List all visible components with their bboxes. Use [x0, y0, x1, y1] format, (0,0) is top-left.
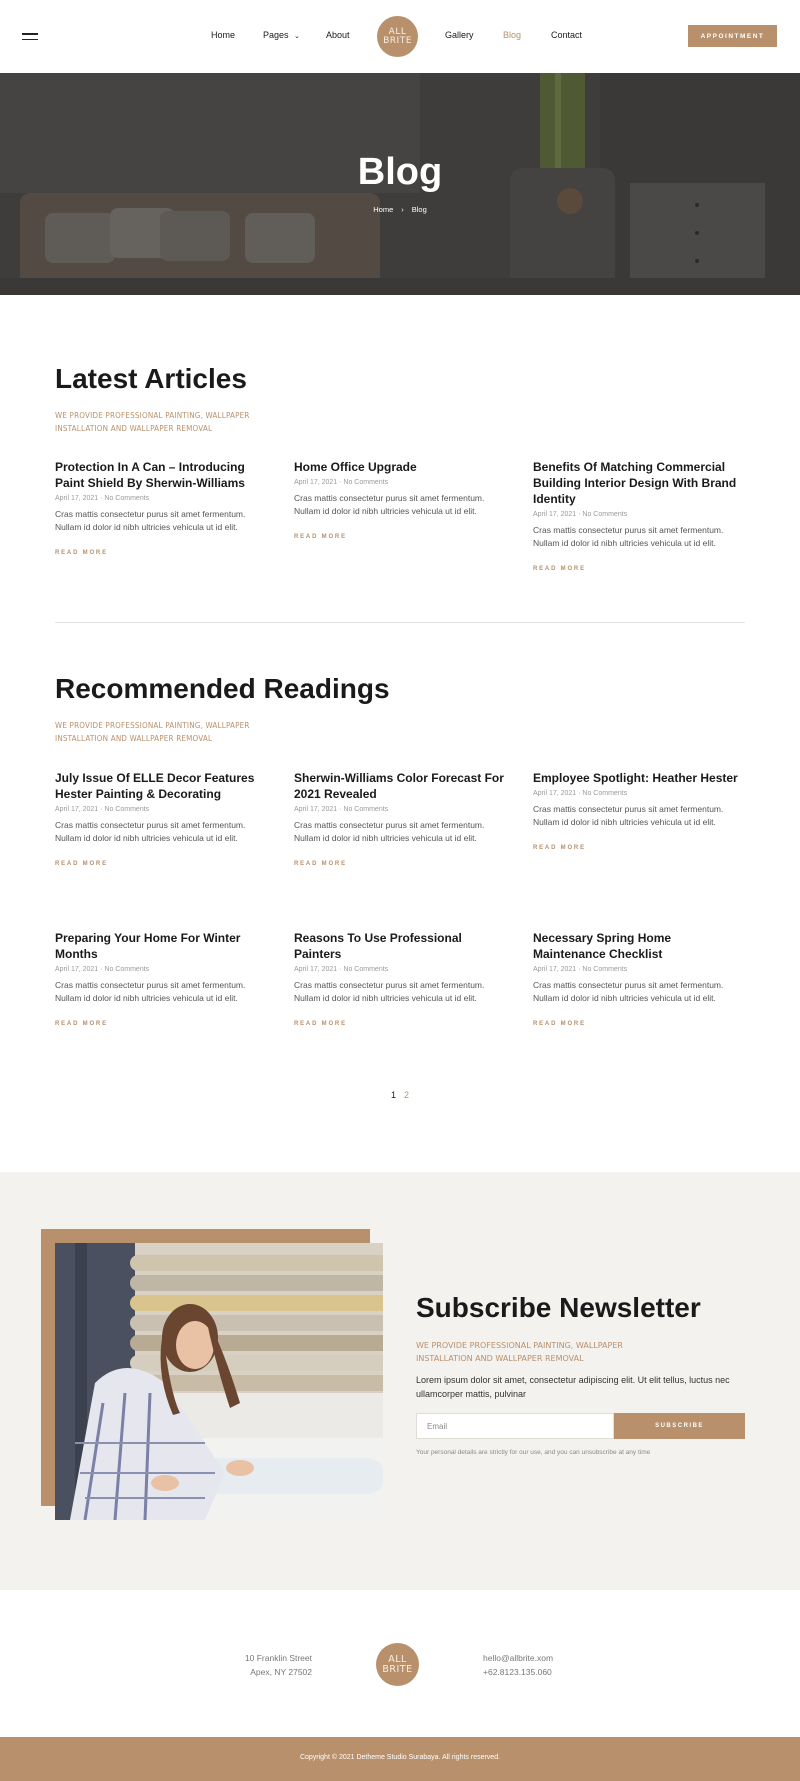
article-excerpt: Cras mattis consectetur purus sit amet fermentum. Nullam id dolor id nibh ultricies vehicula ut id elit.: [294, 820, 485, 843]
article-title[interactable]: Reasons To Use Professional Painters: [294, 931, 462, 961]
logo-text-top: ALL: [388, 26, 407, 37]
nav-about[interactable]: About: [326, 30, 350, 40]
article-excerpt: Cras mattis consectetur purus sit amet fermentum. Nullam id dolor id nibh ultricies vehicula ut id elit.: [294, 493, 485, 516]
article-meta: April 17, 2021 · No Comments: [294, 479, 389, 486]
section-divider: [55, 622, 745, 623]
recommended-readings-title: Recommended Readings: [55, 673, 390, 704]
pagination-page-2[interactable]: 2: [404, 1090, 410, 1100]
article-title[interactable]: Preparing Your Home For Winter Months: [55, 931, 241, 961]
chevron-down-icon: ⌄: [294, 33, 300, 40]
newsletter-title: Subscribe Newsletter: [416, 1292, 701, 1323]
article-card: [294, 459, 504, 540]
footer-address-line1: 10 Franklin Street: [244, 1653, 312, 1663]
article-excerpt: Cras mattis consectetur purus sit amet fermentum. Nullam id dolor id nibh ultricies vehicula ut id elit.: [55, 509, 246, 532]
nav-pages-label: Pages: [263, 30, 289, 40]
article-meta: April 17, 2021 · No Comments: [533, 790, 628, 797]
latest-articles-title: Latest Articles: [55, 363, 247, 394]
article-title[interactable]: Sherwin-Williams Color Forecast For 2021 Revealed: [294, 771, 504, 801]
read-more-link[interactable]: READ MORE: [55, 550, 108, 556]
site-logo[interactable]: [377, 16, 418, 57]
pagination-page-1[interactable]: 1: [391, 1090, 397, 1100]
nav-pages[interactable]: [263, 30, 300, 40]
nav-gallery[interactable]: Gallery: [445, 30, 474, 40]
article-card: [294, 930, 504, 1027]
article-title[interactable]: Protection In A Can – Introducing Paint Shield By Sherwin-Williams: [55, 460, 245, 490]
article-title[interactable]: July Issue Of ELLE Decor Features Hester Painting & Decorating: [55, 771, 255, 801]
read-more-link[interactable]: READ MORE: [55, 861, 108, 867]
logo-text-bottom: BRITE: [383, 35, 412, 46]
latest-subtitle-line1: WE PROVIDE PROFESSIONAL PAINTING, WALLPAPER: [55, 411, 250, 420]
article-excerpt: Cras mattis consectetur purus sit amet fermentum. Nullam id dolor id nibh ultricies vehicula ut id elit.: [55, 820, 246, 843]
site-header: [0, 0, 800, 73]
nav-contact[interactable]: Contact: [551, 30, 583, 40]
latest-subtitle-line2: INSTALLATION AND WALLPAPER REMOVAL: [55, 424, 213, 433]
article-title[interactable]: Employee Spotlight: Heather Hester: [533, 771, 738, 785]
article-card: [55, 930, 265, 1027]
breadcrumb-home[interactable]: Home: [373, 205, 394, 214]
footer-logo[interactable]: [376, 1643, 419, 1686]
article-title[interactable]: Benefits Of Matching Commercial Building Interior Design With Brand Identity: [533, 460, 737, 506]
article-meta: April 17, 2021 · No Comments: [55, 966, 150, 973]
nav-home[interactable]: Home: [211, 30, 236, 40]
article-title[interactable]: Necessary Spring Home Maintenance Checklist: [533, 931, 672, 961]
article-card: [533, 459, 743, 572]
email-field[interactable]: [416, 1413, 614, 1439]
logo-text-top: ALL: [388, 1654, 407, 1665]
newsletter-subtitle-line2: INSTALLATION AND WALLPAPER REMOVAL: [416, 1354, 584, 1363]
article-excerpt: Cras mattis consectetur purus sit amet fermentum. Nullam id dolor id nibh ultricies vehicula ut id elit.: [55, 980, 246, 1003]
newsletter-section: [0, 1172, 800, 1590]
article-card: [55, 770, 265, 867]
read-more-link[interactable]: READ MORE: [294, 534, 347, 540]
footer-address-line2: Apex, NY 27502: [250, 1667, 312, 1677]
subscribe-button[interactable]: SUBSCRIBE: [614, 1413, 745, 1439]
article-card: [294, 770, 504, 867]
appointment-button[interactable]: APPOINTMENT: [688, 25, 777, 47]
footer-phone[interactable]: +62.8123.135.060: [483, 1667, 552, 1677]
article-excerpt: Cras mattis consectetur purus sit amet fermentum. Nullam id dolor id nibh ultricies vehicula ut id elit.: [533, 980, 724, 1003]
article-meta: April 17, 2021 · No Comments: [533, 511, 628, 518]
footer-bar: [0, 1737, 800, 1781]
article-card: [533, 770, 743, 851]
footer-email[interactable]: hello@allbrite.xom: [483, 1653, 554, 1663]
page-title: Blog: [357, 151, 443, 193]
recommended-subtitle-line2: INSTALLATION AND WALLPAPER REMOVAL: [55, 734, 213, 743]
footer-contact: [483, 1651, 553, 1679]
newsletter-privacy-note: Your personal details are strictly for our use, and you can unsubscribe at any time: [416, 1449, 651, 1456]
logo-text-bottom: BRITE: [382, 1663, 413, 1675]
read-more-link[interactable]: READ MORE: [533, 845, 586, 851]
recommended-subtitle-line1: WE PROVIDE PROFESSIONAL PAINTING, WALLPAPER: [55, 721, 250, 730]
menu-icon[interactable]: [22, 33, 38, 41]
article-excerpt: Cras mattis consectetur purus sit amet fermentum. Nullam id dolor id nibh ultricies vehicula ut id elit.: [533, 804, 724, 827]
article-card: [533, 930, 743, 1027]
article-meta: April 17, 2021 · No Comments: [55, 495, 150, 502]
hero-banner: [0, 73, 800, 295]
article-meta: April 17, 2021 · No Comments: [294, 806, 389, 813]
breadcrumb-current: Blog: [411, 205, 427, 214]
read-more-link[interactable]: READ MORE: [533, 1021, 586, 1027]
article-meta: April 17, 2021 · No Comments: [294, 966, 389, 973]
article-meta: April 17, 2021 · No Comments: [533, 966, 628, 973]
latest-articles-subtitle: [55, 409, 285, 435]
read-more-link[interactable]: READ MORE: [294, 1021, 347, 1027]
wallpaper-woman-image: [55, 1243, 383, 1520]
copyright-text: Copyright © 2021 Detheme Studio Surabaya. All rights reserved.: [299, 1754, 501, 1761]
article-excerpt: Cras mattis consectetur purus sit amet fermentum. Nullam id dolor id nibh ultricies vehicula ut id elit.: [294, 980, 485, 1003]
nav-blog[interactable]: Blog: [503, 30, 522, 40]
article-card: [55, 459, 265, 556]
newsletter-subtitle: [416, 1339, 636, 1365]
newsletter-photo: [55, 1243, 383, 1520]
newsletter-description: Lorem ipsum dolor sit amet, consectetur adipiscing elit. Ut elit tellus, luctus nec ullamcorper mattis, pulvinar: [416, 1375, 730, 1399]
newsletter-subtitle-line1: WE PROVIDE PROFESSIONAL PAINTING, WALLPAPER: [416, 1341, 623, 1350]
read-more-link[interactable]: READ MORE: [55, 1021, 108, 1027]
footer-address: [245, 1651, 312, 1679]
article-meta: April 17, 2021 · No Comments: [55, 806, 150, 813]
article-excerpt: Cras mattis consectetur purus sit amet fermentum. Nullam id dolor id nibh ultricies vehicula ut id elit.: [533, 525, 724, 548]
read-more-link[interactable]: READ MORE: [533, 566, 586, 572]
read-more-link[interactable]: READ MORE: [294, 861, 347, 867]
recommended-readings-subtitle: [55, 719, 285, 745]
breadcrumb-separator: ›: [401, 205, 404, 214]
article-title[interactable]: Home Office Upgrade: [294, 460, 417, 474]
breadcrumb: [0, 205, 800, 214]
